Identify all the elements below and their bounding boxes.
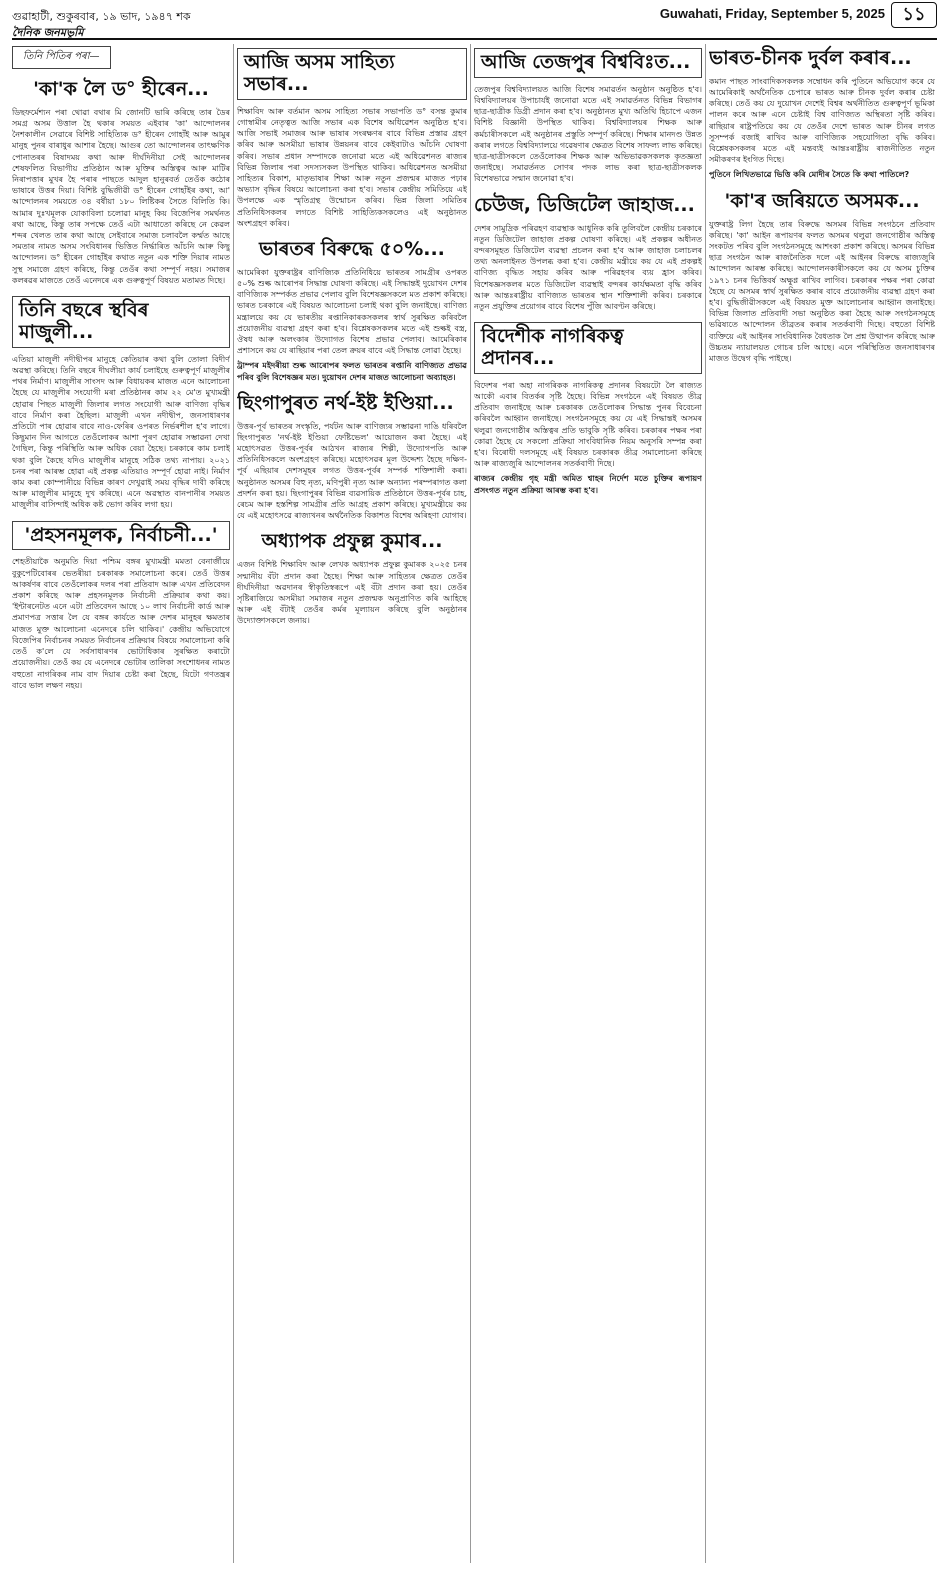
column-4 xyxy=(709,44,935,1563)
headline: আজি তেজপুৰ বিশ্ববিঃত... xyxy=(474,48,702,78)
article-india-china xyxy=(709,48,935,181)
masthead xyxy=(0,0,945,48)
headline: 'কা'ৰ জৰিয়তে অসমক... xyxy=(724,189,920,212)
article-body: দেশৰ সামুদ্ৰিক পৰিৱহণ ব্যৱস্থাক আধুনিক কৰি তুলিবলৈ কেন্দ্ৰীয় চৰকাৰে নতুন ডিজিটেল জাহাজ প্ৰকল্প ঘোষণা কৰিছে। এই প্ৰকল্পৰ অধীনত বন্দৰসমূহত ডিজিটেল ব্যৱস্থা প্ৰচলন কৰা হ'ব আৰু জাহাজ চলাচলৰ তথ্য অনলাইনত উপলব্ধ কৰা হ'ব। কেন্দ্ৰীয় মন্ত্ৰীয়ে কয় যে এই প্ৰকল্পই বাণিজ্য বৃদ্ধিত সহায় কৰিব আৰু পৰিৱহণৰ ব্যয় হ্ৰাস কৰিব। বিশেষজ্ঞসকলৰ মতে ডিজিটেল ব্যৱস্থাই বন্দৰৰ কাৰ্যক্ষমতা বৃদ্ধি কৰিব আৰু আন্তঃৰাষ্ট্ৰীয় বাণিজ্যত ভাৰতৰ স্থান শক্তিশালী কৰিব। চৰকাৰে নতুন প্ৰযুক্তিৰ প্ৰয়োগৰ বাবে বিশেষ পুঁজি আবণ্টন কৰিছে। xyxy=(474,223,702,311)
article-body: শেহতীয়াকৈ অনুমতি দিয়া পশ্চিম বঙ্গৰ মুখ্যমন্ত্ৰী মমতা বেনাৰ্জীয়ে বুকুপেটিবোৰৰ ভেতৰীয়া চৰকাৰক সমালোচনা কৰে। তেওঁ উত্তৰ আকৰ্ষণৰ বাবে তেওঁলোকৰ দলৰ পৰা প্ৰতিবাদ আৰু এখন প্ৰতিবেদন প্ৰকাশ কৰিছে আৰু প্ৰহসনমূলক নিৰ্বাচনী প্ৰক্ৰিয়াৰ কথা কয়। 'ইন্টাৰনেটত এনে এটা প্ৰতিবেদন আছে ১০ লাখ নিৰ্বাচনী কাৰ্ড আৰু প্ৰমাণপত্ৰ সত্তাৰ লৈ যে বঙ্গৰ কাৰ্যতে আৰু দেশৰ মানুহৰ ক্ষমতাৰ মাজত মুক্ত আলোচনা এনেদৰে চলি থাকিব।' কেন্দ্ৰীয় অভিযোগে বিজেপিৰ নিৰ্বাচনৰ সময়ত নিৰ্বাচনৰ প্ৰক্ৰিয়াৰ বিষয়ে সমালোচনা কৰি তেওঁ ক'লে যে সৰ্বসাধাৰণৰ ভোটাধিকাৰ সুৰক্ষিত কৰাটো প্ৰয়োজনীয়। তেওঁ কয় যে এনেদৰে ভোটাৰ তালিকা সংশোধনৰ নামত বহুতো নাগৰিকৰ নাম বাদ দিয়াৰ চেষ্টা কৰা হৈছে, যিটো গণতন্ত্ৰৰ বাবে ভাল লক্ষণ নহয়। xyxy=(12,557,230,690)
article-citizenship xyxy=(474,322,702,496)
article-professor xyxy=(237,531,467,626)
headline: তিনি বছৰে স্থবিৰ মাজুলী... xyxy=(12,296,230,348)
article-sahitya-sabha xyxy=(237,48,467,229)
column-divider xyxy=(470,44,471,1563)
headline: ছিংগাপুৰত নৰ্থ-ইষ্ট ইণ্ডিয়া... xyxy=(237,391,454,414)
headline: 'প্ৰহসনমূলক, নিৰ্বাচনী...' xyxy=(12,521,230,551)
header-rule xyxy=(12,38,937,40)
article-body: তেজপুৰ বিশ্ববিদ্যালয়ত আজি বিশেষ সমাৱৰ্তন অনুষ্ঠান অনুষ্ঠিত হ'ব। বিশ্ববিদ্যালয়ৰ উপাচাৰ্যই জনোৱা মতে এই সমাৱৰ্তনত বিভিন্ন বিভাগৰ ছাত্ৰ-ছাত্ৰীক ডিগ্ৰী প্ৰদান কৰা হ'ব। অনুষ্ঠানত মুখ্য অতিথি হিচাপে এজন বিশিষ্ট বিজ্ঞানী উপস্থিত থাকিব। বিশ্ববিদ্যালয়ৰ শিক্ষক আৰু কৰ্মচাৰীসকলে এই অনুষ্ঠানৰ প্ৰস্তুতি সম্পূৰ্ণ কৰিছে। শিক্ষাৰ মানদণ্ড উন্নত কৰাৰ লগতে বিশ্ববিদ্যালয়ে গৱেষণাৰ ক্ষেত্ৰত বিশেষ সাফল্য লাভ কৰিছে। ছাত্ৰ-ছাত্ৰীসকলে তেওঁলোকৰ শিক্ষক আৰু অভিভাৱকসকলক কৃতজ্ঞতা জনাইছে। সমাৱৰ্তনত সোণৰ পদক লাভ কৰা ছাত্ৰ-ছাত্ৰীসকলক বিশেষভাৱে সন্মান জনোৱা হ'ব। xyxy=(474,84,702,184)
page-number: ১১ xyxy=(891,2,937,28)
column-divider xyxy=(705,44,706,1563)
article-caa-hiren xyxy=(12,79,230,286)
article-caa-assam xyxy=(709,191,935,364)
headline: আজি অসম সাহিত্য সভাৰ... xyxy=(237,48,467,100)
article-tezpur xyxy=(474,48,702,185)
column-3 xyxy=(474,44,702,1563)
column-1 xyxy=(12,44,230,1563)
article-body: শিক্ষাবিদ আৰু বৰ্তমান অসম সাহিত্য সভাৰ সভাপতি ড° বসন্ত কুমাৰ গোস্বামীৰ নেতৃত্বত আজি সভাৰ এক বিশেষ অধিৱেশন অনুষ্ঠিত হ'ব। আজি সভাই সমাজৰ আৰু ভাষাৰ সংৰক্ষণৰ বাবে বিভিন্ন প্ৰস্তাৱ গ্ৰহণ কৰিব আৰু অসমীয়া ভাষাৰ উন্নয়নৰ বাবে কেইবাটাও আঁচনি ঘোষণা কৰিব। সভাৰ প্ৰধান সম্পাদকে জনোৱা মতে এই অধিৱেশনত ৰাজ্যৰ বিভিন্ন জিলাৰ পৰা সদস্যসকল উপস্থিত থাকিব। অধিৱেশনত অসমীয়া সাহিত্যৰ বিকাশ, মাতৃভাষাৰ শিক্ষা আৰু নতুন প্ৰজন্মৰ মাজত পঢ়াৰ অভ্যাস বৃদ্ধিৰ বিষয়ে আলোচনা কৰা হ'ব। সভাৰ কেন্দ্ৰীয় সমিতিয়ে এই উপলক্ষে এক স্মৃতিগ্ৰন্থ উন্মোচন কৰিব। ভিন্ন জিলা সমিতিৰ প্ৰতিনিধিসকলৰ লগতে বিশিষ্ট সাহিত্যিকসকলেও এই অনুষ্ঠানত অংশগ্ৰহণ কৰিব। xyxy=(237,106,467,228)
date-right: Guwahati, Friday, September 5, 2025 xyxy=(659,6,885,21)
article-tariff xyxy=(237,239,467,383)
article-body: ডিছফৰ্মেশ্যন পৰা থোৱা বথাৰ মি জোনটি ভাৰি কৰিছে তাৰ ডৈৰ সমগ্ৰ অসম উত্তাল হৈ থকাৰ সময়ত এইবাৰ 'কা' আন্দোলনৰ নৈশকালীন সেৱাৰে বিশিষ্ট সাহিত্যিক ড° হীৰেন গোহাঁই আৰু আমুৰ মানুহ পুনৰ বাৰাধুৰ আশাৰ হৈছে। আগুৰ তো আন্দোলনৰ তাৎক্ষণিক পোনাতৰৰ বিষাদময় কথা আৰু দীৰ্ঘদিনীয়া সেই আন্দোলনৰ শেষফলিত বিভাগীয় প্ৰতিষ্ঠান আৰু মূক্তিৰ অস্তিত্বৰ আৰু মাটিৰ নিৰাপত্তাৰ মুখৰ হৈ পৰাৰ পাছতে আদুল হানুৰবৰ্ত তেওঁক কঠোৰ ভাষাৰে উত্তৰ দিয়া। বিশিষ্ট বুদ্ধিজীৱী ড° হীৰেন গোহাঁইৰ কথা, আ' আন্দোলনৰ সময়তে ৩৪ বৰ্ষীয়া ১৮০ লিষ্টিকৰ সৈতে বিলিতি কি। আমাৰ দুঃখমূলক যোকাবিলা চলোৱা মানুহ কিয় বিজেপিৰ সমৰ্থনত ৰথা আছে, কিন্তু তাৰ সপক্ষে তেওঁ এটা আধাতো কৰিছে নে কেৱল শব্দৰ খেলত তাৰ কথা আছে সেইবাৰে সমাজ চলাবলৈ কৰ্ম্মত আছে সমতাৰ নামত অসম সংবিধানৰ ভিত্তিত নিৰ্দ্ধাৰিত আঁচনি আৰু কিছু আন্দোলন। ড° হীৰেন গোহাঁইৰ কথাত নতুন এক শক্তি দিয়াৰ নামত সুস্থ সমাজে গ্ৰহণ কৰিছে, কিন্তু তেওঁৰ কথা সম্পূৰ্ণ নহয়। সমাজৰ কলৰৱৰ মাজতে তেওঁ এনেদৰে এক গুৰুত্বপূৰ্ণ বিষয়ত মতামত দিছে। xyxy=(12,107,230,285)
article-highlight: পুতিনে লিখিতভাৱে ভিত্তি কৰি মোদীৰ সৈতে কি কথা পাতিলে? xyxy=(709,170,910,180)
column-2 xyxy=(237,44,467,1563)
article-majuli xyxy=(12,296,230,511)
article-body: এতিয়া মাজুলী নদীদ্বীপৰ মানুহে কেতিয়াৰ কথা বুলি তোলা বিদীৰ্ণ অৱস্থা কৰিছে। তিনি বছৰে দীঘলীয়া কাৰ্য চলাইছে গুৰুত্বপূৰ্ণ মাজুলীৰ পথৰ নিৰ্মাণ। মাজুলীৰ সাংসদ আৰু বিধায়কৰ মাজত এনে আলোচনা হৈছে যে মাজুলীৰ সংযোগী মৰা প্ৰতিষ্ঠানৰ কাম ২২ মে'ত মুখ্যমন্ত্ৰী হোৱাৰ পিছত মাজুলী জিলাৰ লগত সংযোগী আৰু বাণিজ্য বৃদ্ধিৰ বাবে নিৰ্মাণ কৰা হৈছিল। মাজুলী এখন নদীদ্বীপ, জনসাধাৰণৰ প্ৰতিটো পাৰ হোৱাৰ বাবে নাও-ফেৰিৰ ওপৰত নিৰ্ভৰশীল হ'ব লাগে। কিছুমান দিন আগতে তেওঁলোকৰ আশা পূৰণ হোৱাৰ সম্ভাৱনা দেখা গৈছিল, কিন্তু পৰিস্থিতি আৰু অধিক বেয়া হৈছে। চৰকাৰে কাম চলাই থকা বুলি কৈছে যদিও মাজুলীৰ মানুহে সঠিক তথ্য নাপায়। ২০২১ চনৰ পৰা আৰম্ভ হোৱা এই প্ৰকল্প এতিয়াও সম্পূৰ্ণ হোৱা নাই। নিৰ্মাণ কাম কৰা কোম্পানীয়ে বিভিন্ন কাৰণ দেখুৱাই সময় বৃদ্ধিৰ দাবী কৰিছে আৰু মাজুলীৰ মানুহে দুখ কৰিছে। এনে অৱস্থাত বানপানীৰ সময়ত মাজুলীৰ বাসিন্দাই অধিক কষ্ট ভোগ কৰিব লগা হয়। xyxy=(12,354,230,510)
article-election xyxy=(12,521,230,691)
column-divider xyxy=(233,44,234,1563)
article-body: এজন বিশিষ্ট শিক্ষাবিদ আৰু লেখক অধ্যাপক প্ৰফুল্ল কুমাৰক ২০২৫ চনৰ সন্মানীয় বঁটা প্ৰদান কৰা হৈছে। শিক্ষা আৰু সাহিত্যৰ ক্ষেত্ৰত তেওঁৰ দীৰ্ঘদিনীয়া অৱদানৰ স্বীকৃতিস্বৰূপে এই বঁটা প্ৰদান কৰা হয়। তেওঁৰ সৃষ্টিৰাজিয়ে অসমীয়া সমাজৰ নতুন প্ৰজন্মক অনুপ্ৰাণিত কৰি আহিছে আৰু এই বঁটাই তেওঁৰ কৰ্মৰ মূল্যায়ন কৰিছে বুলি অনুষ্ঠানৰ উদ্যোক্তাসকলে জনায়। xyxy=(237,560,467,626)
section-name: দৈনিক জনমভূমি xyxy=(12,26,84,39)
headline: ভাৰতৰ বিৰুদ্ধে ৫০%... xyxy=(259,237,445,260)
headline: বিদেশীক নাগৰিকত্ব প্ৰদানৰ... xyxy=(474,322,702,374)
headline: চেউজ, ডিজিটেল জাহাজ... xyxy=(474,193,695,216)
article-digital-ship xyxy=(474,195,702,312)
article-highlight: ট্ৰাম্পৰ মইদৰীয়া শুল্ক আৰোপৰ ফলত ভাৰতৰ ৰপ্তানি বাণিজ্যত প্ৰভাৱ পৰিব বুলি বিশেষজ্ঞৰ মত। দুয়োখন দেশৰ মাজত আলোচনা অব্যাহত। xyxy=(237,361,467,382)
article-body: যুক্তৰাষ্ট্ৰ লিগ হৈছে তাৰ বিৰুদ্ধে অসমৰ বিভিন্ন সংগঠনে প্ৰতিবাদ কৰিছে। 'কা' আইন ৰূপায়ণৰ ফলত অসমৰ থলুৱা জনগোষ্ঠীৰ অস্তিত্ব সংকটত পৰিব বুলি সংগঠনসমূহে আশংকা প্ৰকাশ কৰিছে। অসমৰ বিভিন্ন ছাত্ৰ সংগঠন আৰু ৰাজনৈতিক দলে এই আইনৰ বিৰুদ্ধে ৰাজ্যজুৰি আন্দোলন আৰম্ভ কৰিছে। আন্দোলনকাৰীসকলে কয় যে অসম চুক্তিৰ ১৯৭১ চনৰ ভিত্তিবৰ্ষ অক্ষুণ্ণ ৰাখিব লাগিব। চৰকাৰৰ পক্ষৰ পৰা কোৱা হৈছে যে অসমৰ স্বাৰ্থ সুৰক্ষিত কৰাৰ বাবে প্ৰয়োজনীয় ব্যৱস্থা গ্ৰহণ কৰা হ'ব। বুদ্ধিজীৱীসকলে এই বিষয়ত মুক্ত আলোচনাৰ আহ্বান জনাইছে। বিভিন্ন জিলাত প্ৰতিবাদী সভা অনুষ্ঠিত কৰা হৈছে আৰু সংগঠনসমূহে ভৱিষ্যতে আন্দোলন তীব্ৰতৰ কৰাৰ সতৰ্কবাণী দিছে। বহুতো বিশিষ্ট ব্যক্তিয়ে এই আইনৰ সাংবিধানিক বৈধতাক লৈ প্ৰশ্ন উত্থাপন কৰিছে আৰু উচ্চতম ন্যায়ালয়ত গোচৰ চলি আছে। এনে পৰিস্থিতিত জনসাধাৰণৰ মাজত উদ্বেগ বৃদ্ধি পাইছে। xyxy=(709,219,935,363)
date-left: গুৱাহাটী, শুকুৰবাৰ, ১৯ ভাদ, ১৯৪৭ শক xyxy=(12,10,191,23)
article-body: আমেৰিকা যুক্তৰাষ্ট্ৰৰ বাণিজ্যিক প্ৰতিনিধিয়ে ভাৰতৰ সামগ্ৰীৰ ওপৰত ৫০% শুল্ক আৰোপৰ সিদ্ধান্ত ঘোষণা কৰিছে। এই সিদ্ধান্তই দুয়োখন দেশৰ বাণিজ্যিক সম্পৰ্কত প্ৰভাৱ পেলাব বুলি বিশেষজ্ঞসকলে মত প্ৰকাশ কৰিছে। ভাৰত চৰকাৰে এই বিষয়ত আলোচনা চলাই থকা বুলি জনাইছে। বাণিজ্য মন্ত্ৰালয়ে কয় যে ভাৰতীয় ৰপ্তানিকাৰকসকলৰ স্বাৰ্থ সুৰক্ষিত কৰিবলৈ প্ৰয়োজনীয় ব্যৱস্থা গ্ৰহণ কৰা হ'ব। বিশ্লেষকসকলৰ মতে এই শুল্কই বস্ত্ৰ, ঔষধ আৰু অলংকাৰ উদ্যোগত বিশেষ প্ৰভাৱ পেলাব। আমেৰিকাৰ প্ৰশাসনে কয় যে ৰাছিয়াৰ পৰা তেল ক্ৰয়ৰ বাবে এই সিদ্ধান্ত লোৱা হৈছে। xyxy=(237,267,467,356)
article-body: উত্তৰ-পূৰ্ব ভাৰতৰ সংস্কৃতি, পৰ্যটন আৰু বাণিজ্যৰ সম্ভাৱনা দাঙি ধৰিবলৈ ছিংগাপুৰত 'নৰ্থ-ইষ্ট ইণ্ডিয়া ফেষ্টিভেল' আয়োজন কৰা হৈছে। এই মহোৎসৱত উত্তৰ-পূৰ্বৰ আঠখন ৰাজ্যৰ শিল্পী, উদ্যোগপতি আৰু প্ৰতিনিধিসকলে অংশগ্ৰহণ কৰিছে। মহোৎসৱৰ মূল উদ্দেশ্য হৈছে দক্ষিণ-পূৰ্ব এছিয়াৰ দেশসমূহৰ লগত উত্তৰ-পূৰ্বৰ সম্পৰ্ক শক্তিশালী কৰা। অনুষ্ঠানত অসমৰ বিহু নৃত্য, মণিপুৰী নৃত্য আৰু অন্যান্য পৰম্পৰাগত কলা প্ৰদৰ্শন কৰা হয়। ছিংগাপুৰৰ বিভিন্ন ব্যৱসায়িক প্ৰতিষ্ঠানে উত্তৰ-পূৰ্বৰ চাহ, ৰেচম আৰু হস্তশিল্প সামগ্ৰীৰ প্ৰতি আগ্ৰহ প্ৰকাশ কৰিছে। মুখ্যমন্ত্ৰীয়ে কয় যে এই মহোৎসৱে ৰাজ্যখনৰ অৰ্থনৈতিক বিকাশত বিশেষ অৰিহণা যোগাব। xyxy=(237,421,467,521)
article-body: বিদেশৰ পৰা অহা নাগৰিকক নাগৰিকত্ব প্ৰদানৰ বিষয়টো লৈ ৰাজ্যত আকৌ এবাৰ বিতৰ্কৰ সৃষ্টি হৈছে। বিভিন্ন সংগঠনে এই বিষয়ত তীব্ৰ প্ৰতিবাদ জনাইছে আৰু চৰকাৰক তেওঁলোকৰ সিদ্ধান্ত পুনৰ বিবেচনা কৰিবলৈ আহ্বান জনাইছে। সংগঠনসমূহে কয় যে এই সিদ্ধান্তই অসমৰ থলুৱা জনগোষ্ঠীৰ অস্তিত্বৰ প্ৰতি ভাবুকি সৃষ্টি কৰিব। চৰকাৰৰ পক্ষৰ পৰা কোৱা হৈছে যে সকলো প্ৰক্ৰিয়া সাংবিধানিক নিয়ম অনুসৰি সম্পন্ন কৰা হ'ব। বিৰোধী দলসমূহে এই বিষয়ত চৰকাৰক তীব্ৰ সমালোচনা কৰিছে আৰু ৰাজ্যজুৰি আন্দোলনৰ সতৰ্কবাণী দিছে। xyxy=(474,380,702,469)
headline: 'কা'ক লৈ ড° হীৰেন... xyxy=(33,78,209,100)
article-highlight: ৰাজ্যৰ কেন্দ্ৰীয় গৃহ মন্ত্ৰী অমিত শ্বাহৰ নিৰ্দেশ মতে চুক্তিৰ ৰূপায়ণ প্ৰসংগত নতুন প্ৰক্ৰিয়া আৰম্ভ কৰা হ'ব। xyxy=(474,474,702,495)
headline: ভাৰত-চীনক দুৰ্বল কৰাৰ... xyxy=(709,47,912,69)
series-tag: তিনি পিতিৰ পৰা— xyxy=(12,46,111,69)
article-singapore xyxy=(237,393,467,522)
article-body: কমান পাছত সাংবাদিকসকলক সম্বোধন কৰি পুতিনে অভিযোগ কৰে যে আমেৰিকাই অৰ্থনৈতিক চেপাৰে ভাৰত আৰু চীনক দুৰ্বল কৰাৰ চেষ্টা কৰিছে। তেওঁ কয় যে দুয়োখন দেশেই বিশ্বৰ অৰ্থনীতিত গুৰুত্বপূৰ্ণ ভূমিকা পালন কৰে আৰু এনে চেষ্টাই বিশ্ব বাণিজ্যত অস্থিৰতা সৃষ্টি কৰিব। ৰাছিয়াৰ ৰাষ্ট্ৰপতিয়ে কয় যে তেওঁৰ দেশে ভাৰত আৰু চীনৰ লগত সুসম্পৰ্ক বজাই ৰাখিব আৰু বাণিজ্যিক সহযোগিতা বৃদ্ধি কৰিব। বিশ্লেষকসকলৰ মতে এই মন্তব্যই আন্তঃৰাষ্ট্ৰীয় ৰাজনীতিত নতুন সমীকৰণৰ ইংগিত দিছে। xyxy=(709,76,935,165)
headline: অধ্যাপক প্ৰফুল্ল কুমাৰ... xyxy=(261,530,443,553)
